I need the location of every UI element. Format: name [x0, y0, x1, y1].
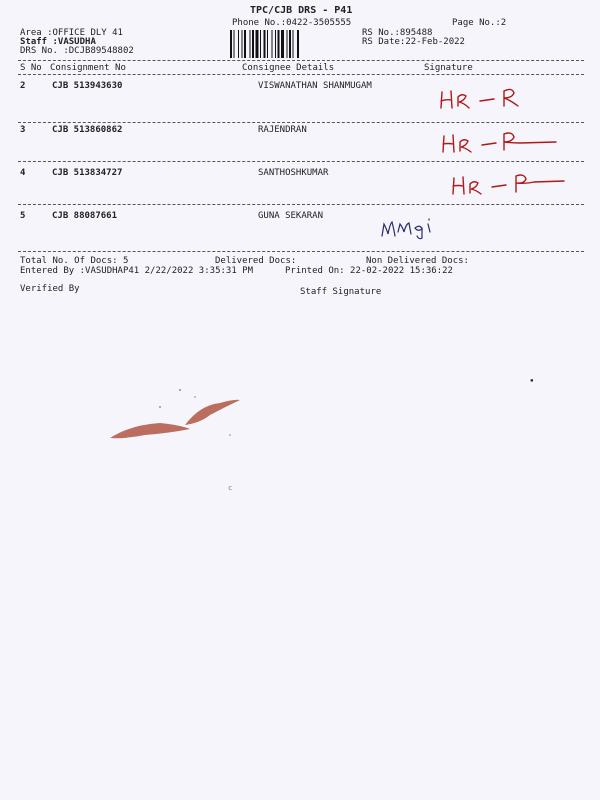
speck: c [228, 484, 233, 492]
drs-number: DRS No. :DCJB89548802 [20, 46, 134, 56]
barcode-bar [272, 30, 273, 58]
barcode-bar [238, 30, 239, 58]
divider [18, 60, 584, 61]
row-consignee: RAJENDRAN [258, 125, 307, 135]
handwritten-signature [378, 214, 440, 240]
handwritten-signature [450, 172, 570, 198]
row-sno: 5 [20, 211, 26, 221]
handwritten-signature [440, 130, 560, 156]
verified-by: Verified By [20, 284, 80, 294]
ink-stain [100, 385, 260, 455]
divider [18, 204, 584, 205]
barcode-bar [267, 30, 268, 58]
row-consignee: GUNA SEKARAN [258, 211, 324, 221]
barcode-bar [297, 30, 299, 58]
rs-number: RS No.:895488 [362, 28, 433, 38]
divider [18, 74, 584, 75]
barcode-bar [275, 30, 276, 58]
barcode-bar [256, 30, 259, 58]
barcode-bar [250, 30, 251, 58]
row-sno: 2 [20, 81, 26, 91]
col-signature: Signature [424, 63, 473, 73]
barcode-bar [244, 30, 246, 58]
row-consignment: CJB 513834727 [52, 168, 123, 178]
col-consignment: Consignment No [50, 63, 126, 73]
document-title: TPC/CJB DRS - P41 [250, 5, 353, 16]
barcode-bar [260, 30, 261, 58]
total-docs: Total No. Of Docs: 5 [20, 256, 129, 266]
row-consignment: CJB 513860862 [52, 125, 123, 135]
divider [18, 251, 584, 252]
barcode-bar [289, 30, 291, 58]
col-sno: S No [20, 63, 42, 73]
handwritten-signature [438, 84, 528, 112]
barcode-bar [287, 30, 288, 58]
barcode-bar [242, 30, 243, 58]
non-delivered-docs: Non Delivered Docs: [366, 256, 469, 266]
barcode [230, 30, 356, 58]
speck: ▪ [530, 377, 534, 384]
staff-signature: Staff Signature [300, 287, 382, 297]
rs-date: RS Date:22-Feb-2022 [362, 37, 465, 47]
phone-number: Phone No.:0422-3505555 [232, 18, 352, 28]
row-sno: 4 [20, 168, 26, 178]
barcode-bar [278, 30, 280, 58]
entered-by: Entered By :VASUDHAP41 2/22/2022 3:35:31 PM [20, 266, 253, 276]
row-sno: 3 [20, 125, 26, 135]
barcode-bar [230, 30, 232, 58]
printed-on: Printed On: 22-02-2022 15:36:22 [285, 266, 453, 276]
barcode-bar [264, 30, 266, 58]
row-consignment: CJB 88087661 [52, 211, 118, 221]
row-consignee: SANTHOSHKUMAR [258, 168, 329, 178]
barcode-bar [293, 30, 294, 58]
row-consignment: CJB 513943630 [52, 81, 123, 91]
barcode-bar [234, 30, 235, 58]
barcode-bar [281, 30, 284, 58]
delivered-docs: Delivered Docs: [215, 256, 297, 266]
row-consignee: VISWANATHAN SHANMUGAM [258, 81, 372, 91]
page-number: Page No.:2 [452, 18, 507, 28]
staff-label: Staff :VASUDHA [20, 37, 96, 47]
divider [18, 161, 584, 162]
divider [18, 122, 584, 123]
area-label: Area :OFFICE DLY 41 [20, 28, 123, 38]
barcode-bar [252, 30, 254, 58]
col-consignee: Consignee Details [242, 63, 335, 73]
